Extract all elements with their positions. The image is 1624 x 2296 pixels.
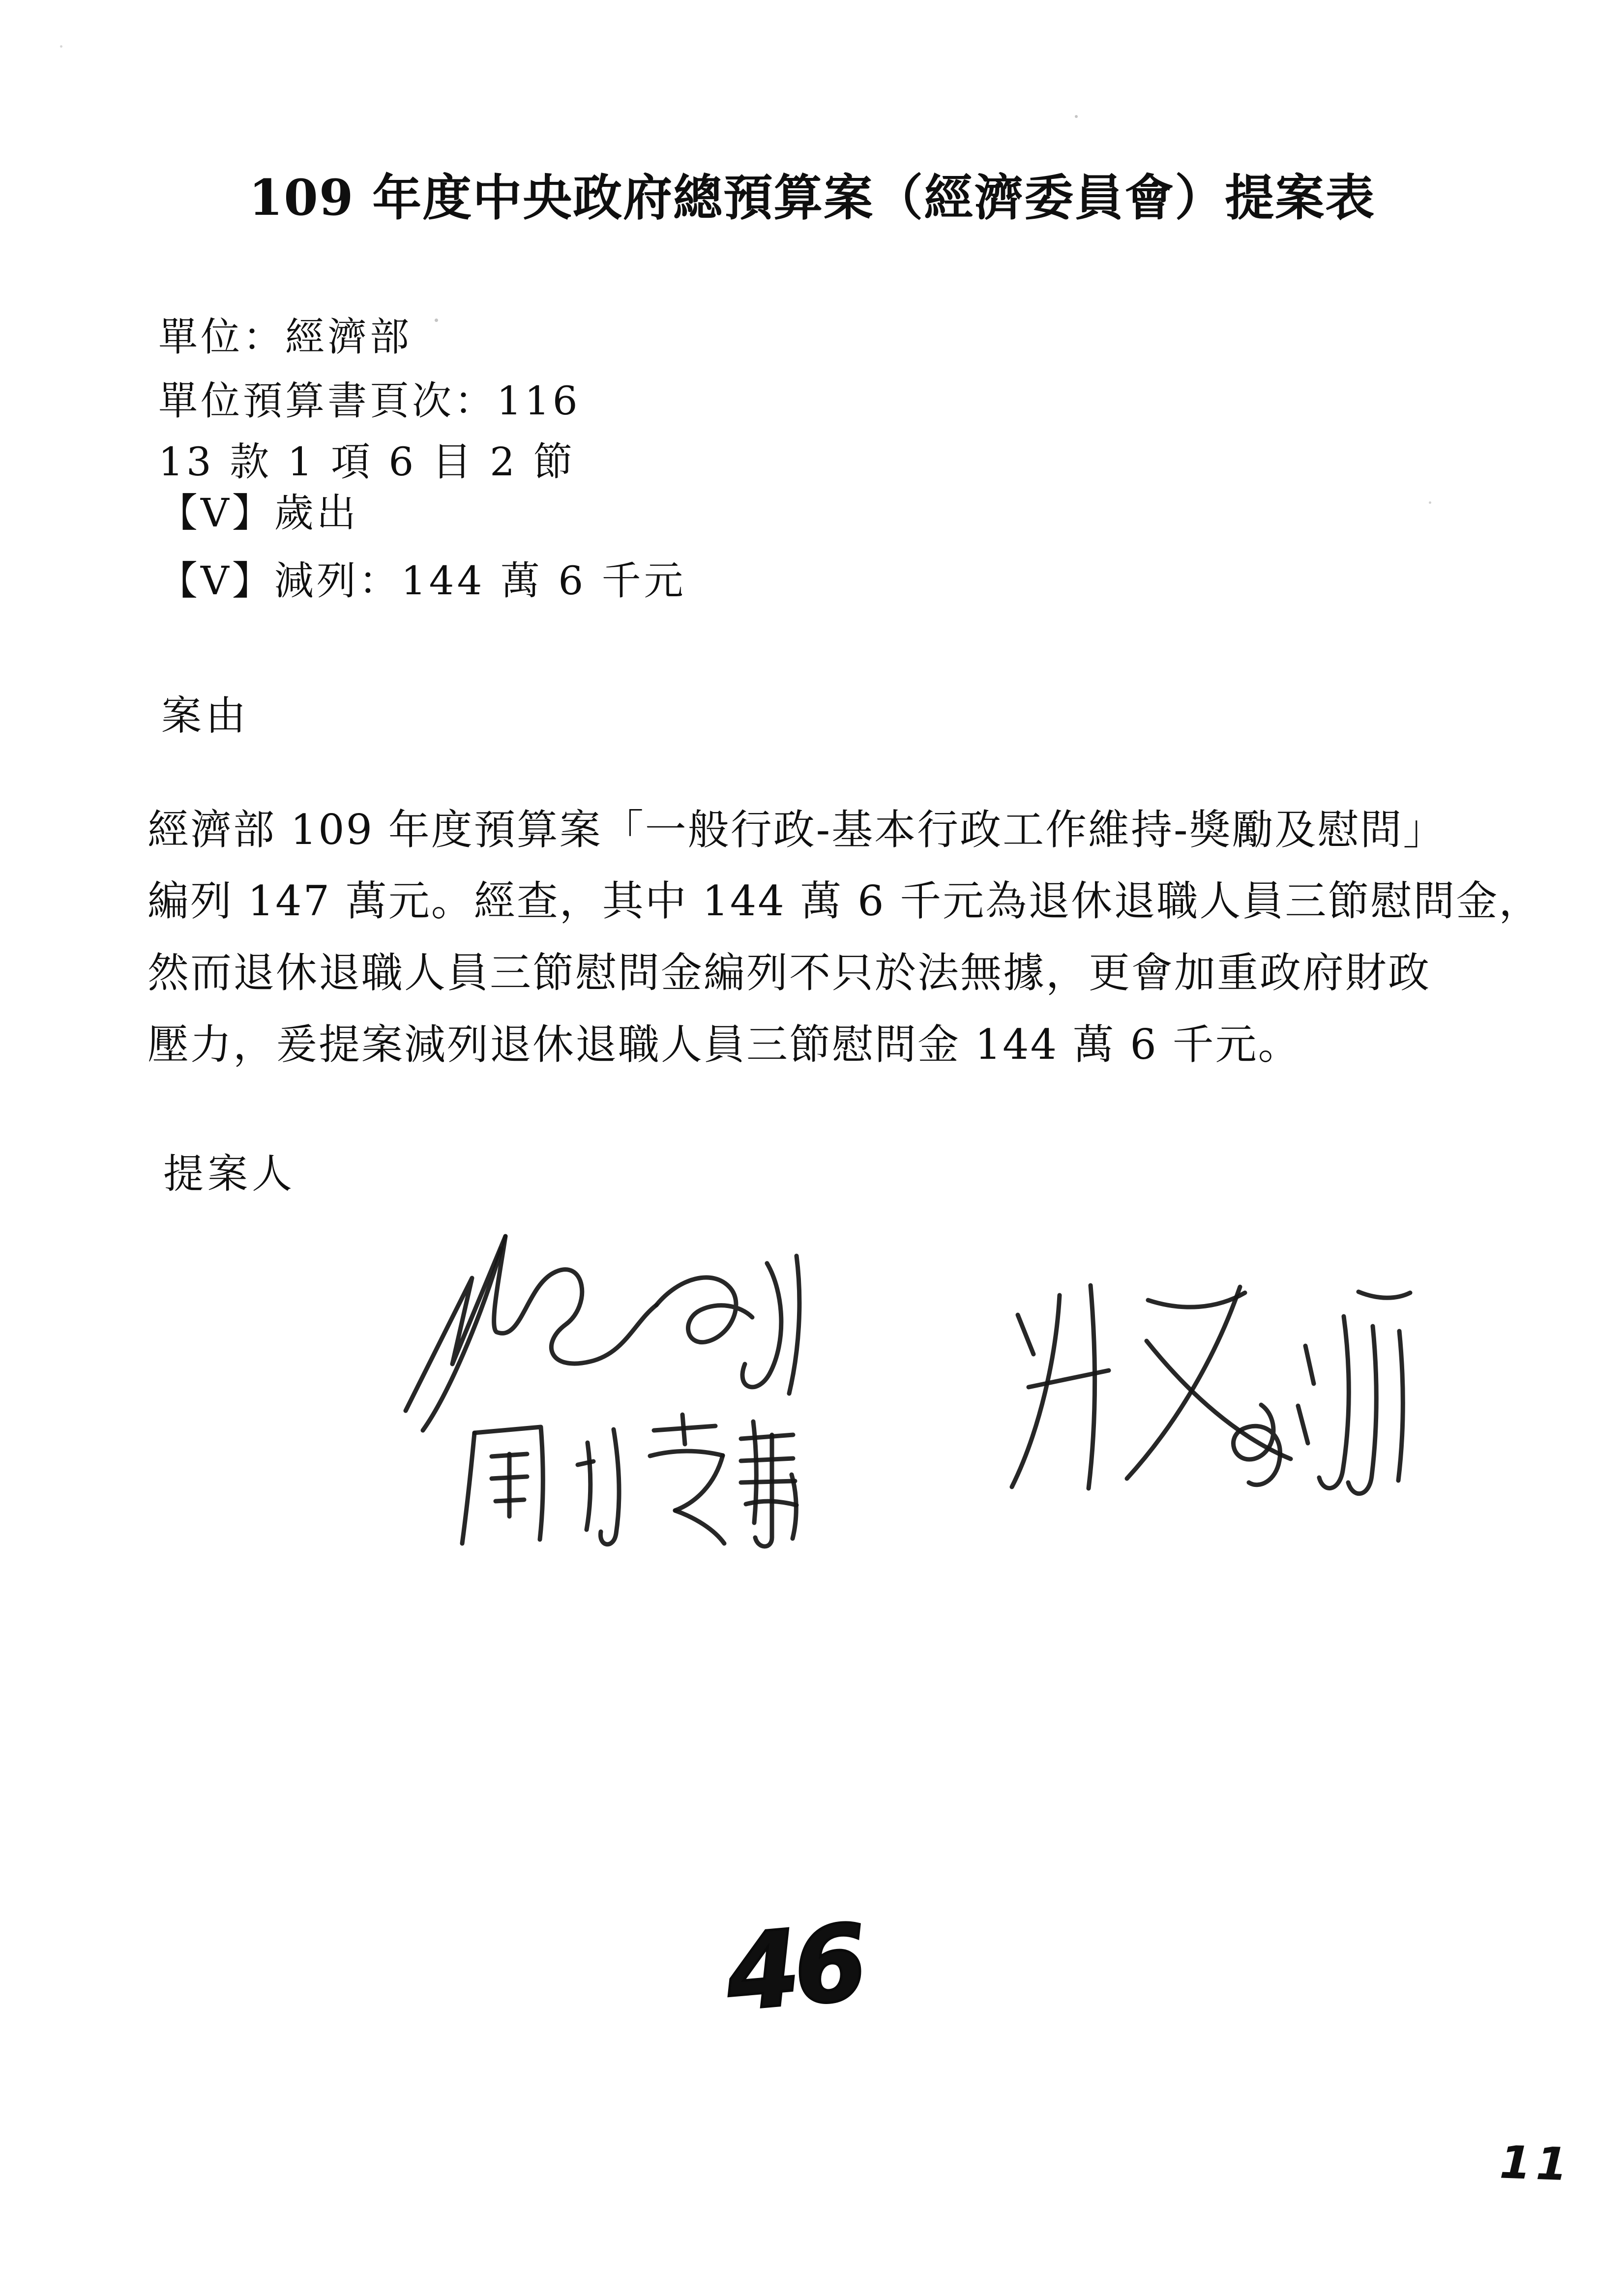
budget-book-page-line: 單位預算書頁次：116 [158, 378, 581, 424]
scan-speckle [1429, 501, 1431, 504]
handwritten-page-number: 46 [721, 1901, 867, 2034]
checkbox-expenditure-line: 【V】歲出 [158, 490, 359, 536]
corner-page-number: 11 [1499, 2136, 1573, 2191]
page-title: 109 年度中央政府總預算案（經濟委員會）提案表 [248, 169, 1376, 227]
case-body-line: 然而退休退職人員三節慰問金編列不只於法無據，更會加重政府財政 [148, 949, 1431, 997]
scan-speckle [1075, 115, 1078, 118]
scan-speckle [435, 319, 438, 322]
signature-strokes [1012, 1285, 1410, 1494]
signature-name-bottom [462, 1415, 797, 1546]
handwritten-signature-right [983, 1258, 1416, 1534]
budget-item-code-line: 13 款 1 項 6 目 2 節 [158, 439, 576, 485]
scan-speckle [60, 45, 62, 48]
case-body-line: 編列 147 萬元。經查，其中 144 萬 6 千元為退休退職人員三節慰問金， [148, 877, 1542, 925]
case-section-label: 案由 [161, 693, 250, 739]
checkbox-reduction-line: 【V】減列：144 萬 6 千元 [158, 558, 686, 604]
signature-scrawl-top [406, 1236, 799, 1430]
case-body-line: 經濟部 109 年度預算案「一般行政-基本行政工作維持-獎勵及慰問」 [148, 806, 1446, 854]
handwritten-signature-left-group [379, 1199, 811, 1553]
unit-line: 單位：經濟部 [158, 314, 412, 360]
proposer-label: 提案人 [163, 1151, 296, 1197]
case-body-line: 壓力，爰提案減列退休退職人員三節慰問金 144 萬 6 千元。 [148, 1020, 1301, 1069]
